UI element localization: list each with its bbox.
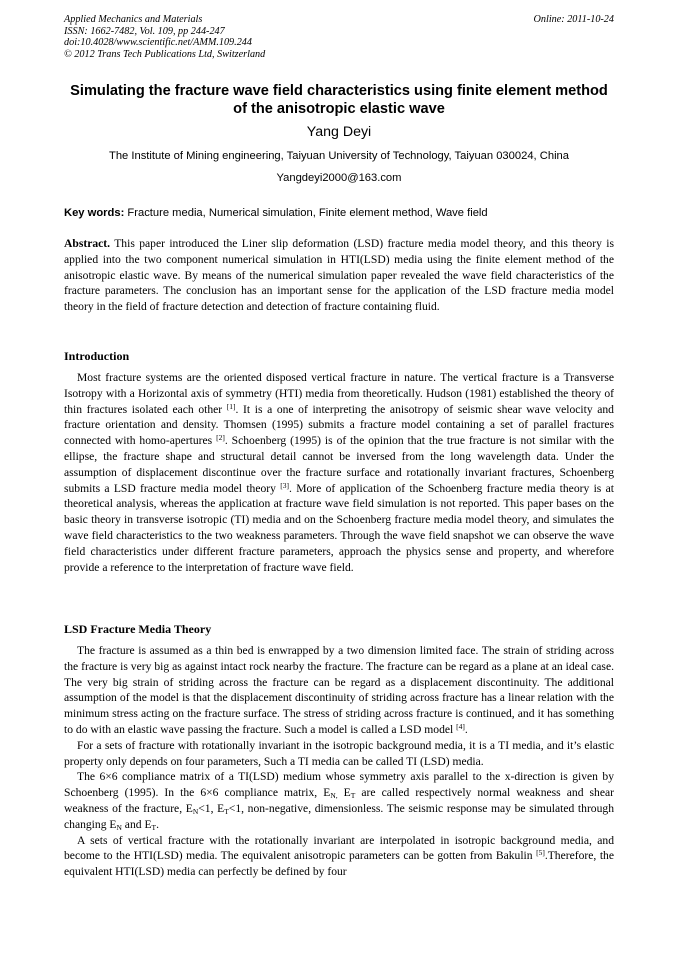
lsd-text-4b: .Therefore, the equivalent HTI(LSD) media can perfectly be defined by four <box>64 849 614 879</box>
keywords-text: Fracture media, Numerical simulation, Finite element method, Wave field <box>127 207 488 219</box>
section-heading-introduction: Introduction <box>64 349 130 363</box>
subscript-n: N, <box>330 791 338 801</box>
lsd-text-3f: and E <box>121 817 152 831</box>
subscript-n: N <box>116 822 122 832</box>
copyright-line: © 2012 Trans Tech Publications Ltd, Switzerland <box>64 48 266 60</box>
lsd-text-3c: are called respectively normal weakness and shear weakness of the fracture, E <box>64 786 614 815</box>
lsd-text-3b: E <box>337 786 351 800</box>
keywords-label: Key words: <box>64 207 125 219</box>
lsd-text-1-end: . <box>464 722 468 736</box>
lsd-body <box>64 643 614 880</box>
lsd-text-3d: <1, E <box>198 801 225 815</box>
lsd-paragraph-2: For a sets of fracture with rotationally invariant in the isotropic background media, it is a TI media, and it’s elastic property only depends on four parameters, Such a TI media can be called TI (LSD) media. <box>64 738 614 768</box>
subscript-t: T <box>151 822 157 832</box>
lsd-paragraph-1 <box>64 643 614 738</box>
intro-text-3: . Schoenberg (1995) is of the opinion that the true fracture is not similar with the ellipse, the fracture shape and structural detail cannot be inversed from the long wavelength data. Under the assumption of displacement discontinue over the fracture surface and rotationally invariant fractures, Schoenberg submits a LSD fracture media model theory <box>64 434 615 495</box>
citation-3: [3] <box>280 480 289 490</box>
citation-2: [2] <box>216 433 225 443</box>
lsd-text-3e: <1, non-negative, dimensionless. The seismic response may be simulated through changing E <box>64 801 614 831</box>
lsd-text-3g: . <box>156 817 160 831</box>
subscript-t: T <box>224 806 229 816</box>
subscript-n: N <box>192 806 199 816</box>
subscript-t: T <box>350 791 356 801</box>
abstract-label: Abstract. <box>64 237 111 250</box>
journal-name: Applied Mechanics and Materials <box>64 14 203 25</box>
paper-title: Simulating the fracture wave field characteristics using finite element method of the anisotropic elastic wave <box>70 83 608 117</box>
keywords <box>64 206 614 220</box>
abstract <box>64 236 614 315</box>
citation-5: [5] <box>536 848 545 858</box>
author-name: Yang Deyi <box>306 124 372 140</box>
intro-text-1: Most fracture systems are the oriented disposed vertical fracture in nature. The vertical fracture is a Transverse Isotropy with a Horizontal axis of symmetry (HTI) media from theoretically. Hudson (1981) established the theory of thin fractures isolated each other <box>64 371 614 416</box>
lsd-text-4a: A sets of vertical fracture with the rotationally invariant are interpolated in isotropic background media, and become to the HTI(LSD) media. The equivalent anisotropic parameters can be gotten from Bakulin <box>64 833 614 863</box>
doi-line: doi:10.4028/www.scientific.net/AMM.109.244 <box>64 37 252 49</box>
lsd-paragraph-4 <box>64 833 614 880</box>
online-date: Online: 2011-10-24 <box>533 14 614 25</box>
section-heading-lsd: LSD Fracture Media Theory <box>64 622 212 636</box>
intro-paragraph <box>64 370 614 575</box>
affiliation: The Institute of Mining engineering, Taiyuan University of Technology, Taiyuan 030024, China <box>108 150 569 162</box>
lsd-text-1: The fracture is assumed as a thin bed is enwrapped by a two dimension limited face. The strain of striding across the fracture is very big as against intact rock nearby the fracture. The fracture can be regard as a plane at an ideal case. The very big strain of striding across the fracture can be regard as a displacement discontinuity. The additional assumption of the model is that the displacement discontinuity of striding across fracture has a linear relation with the minimum stress acting on the fracture surface. The stress of striding across fracture is continued, and it has something to do with an elastic wave passing the fracture. Such a model is called a LSD model <box>64 644 614 736</box>
lsd-paragraph-3 <box>64 769 614 832</box>
citation-1: [1] <box>226 401 236 411</box>
issn-line: ISSN: 1662-7482, Vol. 109, pp 244-247 <box>64 25 225 37</box>
lsd-text-3a: The 6×6 compliance matrix of a TI(LSD) medium whose symmetry axis parallel to the x-direction is given by Schoenberg (1995). In the 6×6 compliance matrix, E <box>64 770 614 800</box>
intro-text-4: . More of application of the Schoenberg fracture media theory is at theoretical analysis, whereas the application at fracture wave field simulation is not reported. This paper bases on the basic theory in transverse isotropic (TI) media and on the Schoenberg fracture media model theory, and simulates the wave field characteristics to the two weakness parameters. Through the wave field snapshot we can observe the wave field characteristics under different fracture parameters, approach the physics sense and property, and wherefore provide a reference to the interpretation of fracture wave field. <box>64 481 614 574</box>
author-email: Yangdeyi2000@163.com <box>276 172 402 184</box>
abstract-text: This paper introduced the Liner slip deformation (LSD) fracture media model theory, and this theory is applied into the two component numerical simulation in HTI(LSD) media using the finite element method of the anisotropic elastic wave. By means of the numerical simulation paper revealed the wave field characteristics of the fracture parameters. The conclusion has an important sense for the application of the LSD fracture media model theory in the field of fracture detection and detection of fracture containing fluid. <box>64 237 614 314</box>
citation-4: [4] <box>456 721 465 731</box>
intro-text-2: . It is a one of interpreting the anisotropy of seismic shear wave velocity and fracture orientation and density. Thomsen (1995) submits a fracture model containing a set of parallel fractures connected with homo-apertures <box>64 402 614 448</box>
journal-header <box>64 14 265 60</box>
introduction-body <box>64 370 614 575</box>
